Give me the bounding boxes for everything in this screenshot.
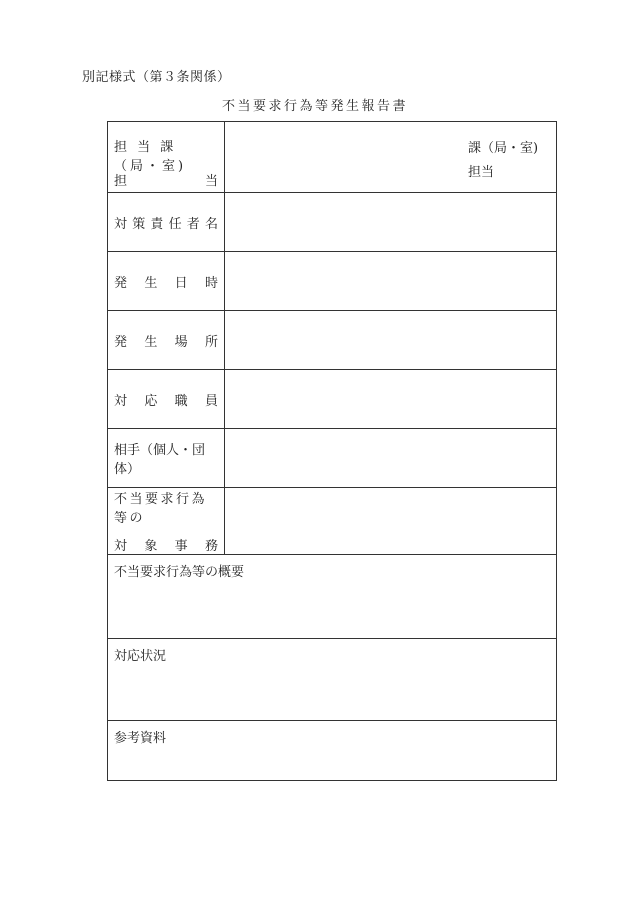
responding-staff-field[interactable] bbox=[225, 370, 557, 429]
target-business-row bbox=[108, 488, 557, 555]
response-status-label: 対応状況 bbox=[114, 649, 167, 664]
occurrence-place-field[interactable] bbox=[225, 311, 557, 370]
overview-label: 不当要求行為等の概要 bbox=[114, 565, 245, 580]
report-form-table bbox=[107, 121, 557, 781]
references-row bbox=[108, 721, 557, 781]
occurrence-datetime-label: 発 生 日 時 bbox=[108, 252, 225, 311]
counterparty-field[interactable] bbox=[225, 429, 557, 488]
overview-section[interactable] bbox=[108, 555, 557, 639]
response-status-row bbox=[108, 639, 557, 721]
occurrence-datetime-field[interactable] bbox=[225, 252, 557, 311]
counterparty-row bbox=[108, 429, 557, 488]
counterparty-label: 相手（個人・団体） bbox=[108, 429, 225, 488]
responsible-person-label: 対 策 責 任 者 名 bbox=[108, 193, 225, 252]
form-reference: 別記様式（第３条関係） bbox=[82, 70, 231, 85]
references-label: 参考資料 bbox=[114, 731, 167, 746]
occurrence-place-row bbox=[108, 311, 557, 370]
department-row bbox=[108, 122, 557, 193]
target-business-label: 不当要求行為等の 対 象 事 務 bbox=[108, 488, 225, 555]
document-title: 不当要求行為等発生報告書 bbox=[221, 99, 408, 114]
target-business-field[interactable] bbox=[225, 488, 557, 555]
overview-row bbox=[108, 555, 557, 639]
response-status-section[interactable] bbox=[108, 639, 557, 721]
department-label: 担 当 課（局・室) bbox=[114, 140, 187, 174]
department-value-cell[interactable] bbox=[225, 122, 557, 193]
staff-in-charge-label: 担 当 bbox=[114, 174, 218, 189]
department-label-cell bbox=[108, 122, 225, 193]
department-suffix-text: 課（局・室) bbox=[468, 141, 539, 156]
responsible-person-row bbox=[108, 193, 557, 252]
references-section[interactable] bbox=[108, 721, 557, 781]
responsible-person-field[interactable] bbox=[225, 193, 557, 252]
occurrence-datetime-row bbox=[108, 252, 557, 311]
responding-staff-row bbox=[108, 370, 557, 429]
responding-staff-label: 対 応 職 員 bbox=[108, 370, 225, 429]
in-charge-suffix-text: 担当 bbox=[468, 165, 495, 180]
occurrence-place-label: 発 生 場 所 bbox=[108, 311, 225, 370]
